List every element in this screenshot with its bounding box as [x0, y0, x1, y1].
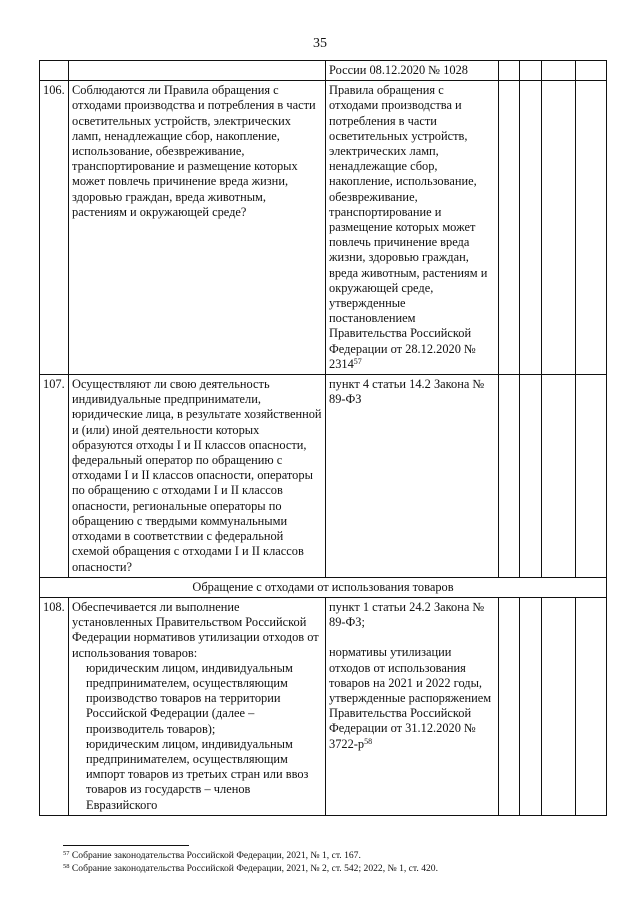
row-number-cell: 106.	[40, 81, 69, 375]
note-cell	[576, 61, 607, 81]
question-cell: Осуществляют ли свою деятельность индивидуальные предприниматели, юридические лица, в результате хозяйственной и (или) иной деятельности которых образуются отходы I и II классов опасности, федеральный оператор по обращению с отходами I и II классов опасности, операторы по обращению с отходами I и II классов опасности, региональные операторы по обращению с твердыми коммунальными отходами в соответствии с федеральной схемой обращения с отходами I и II классов опасности?	[69, 375, 326, 578]
answer-no-cell	[520, 597, 542, 815]
question-item: юридическим лицом, индивидуальным предпринимателем, осуществляющим производство товаров на территории Российской Федерации (далее – производитель товаров);	[86, 660, 293, 736]
footnote-separator	[63, 845, 189, 846]
footnote	[63, 862, 623, 875]
footnote	[63, 849, 623, 862]
checklist-table	[39, 60, 607, 816]
row-number-cell: 107.	[40, 375, 69, 578]
basis-cell: пункт 4 статьи 14.2 Закона № 89-ФЗ	[326, 375, 499, 578]
table-row-107	[40, 375, 607, 578]
footnote-text: Собрание законодательства Российской Федерации, 2021, № 1, ст. 167.	[71, 850, 361, 861]
note-cell	[576, 597, 607, 815]
section-header-row	[40, 577, 607, 597]
answer-na-cell	[542, 81, 576, 375]
footnote-ref: 57	[353, 356, 362, 366]
footnote-text: Собрание законодательства Российской Федерации, 2021, № 2, ст. 542; 2022, № 1, ст. 420.	[71, 863, 438, 874]
footnotes	[63, 849, 623, 875]
answer-yes-cell	[499, 61, 520, 81]
question-intro: Обеспечивается ли выполнение установленных Правительством Российской Федерации нормативов утилизации отходов от использования товаров:	[72, 599, 319, 660]
section-title: Обращение с отходами от использования товаров	[40, 577, 607, 597]
question-cell: Соблюдаются ли Правила обращения с отходами производства и потребления в части осветительных устройств, электрических ламп, ненадлежащие сбор, накопление, использование, обезвреживание, транспортирование и размещение которых может повлечь причинение вреда жизни, здоровью граждан, вреда животным, растениям и окружающей среде?	[69, 81, 326, 375]
question-item: юридическим лицом, индивидуальным предпринимателем, осуществляющим импорт товаров из третьих стран или ввоз товаров из государств – членов Евразийского	[86, 736, 309, 812]
note-cell	[576, 81, 607, 375]
table-row-continuation	[40, 61, 607, 81]
answer-yes-cell	[499, 81, 520, 375]
answer-no-cell	[520, 375, 542, 578]
basis-text: нормативы утилизации отходов от использования товаров на 2021 и 2022 годы, утвержденные распоряжением Правительства Российской Федерации от 31.12.2020 № 3722-р	[329, 645, 492, 751]
row-number-cell: 108.	[40, 597, 69, 815]
basis-cell: России 08.12.2020 № 1028	[326, 61, 499, 81]
footnote-mark: 58	[63, 863, 70, 870]
answer-na-cell	[542, 61, 576, 81]
note-cell	[576, 375, 607, 578]
basis-cell	[326, 597, 499, 815]
page-number: 35	[313, 36, 327, 51]
basis-cell	[326, 81, 499, 375]
table-row-108	[40, 597, 607, 815]
answer-no-cell	[520, 61, 542, 81]
row-number-cell	[40, 61, 69, 81]
answer-yes-cell	[499, 375, 520, 578]
footnote-mark: 57	[63, 850, 70, 857]
basis-text: Правила обращения с отходами производства и потребления в части осветительных устройств, электрических ламп, ненадлежащие сбор, накопление, использование, обезвреживание, транспортирование и размещение которых может повлечь причинение вреда жизни, здоровью граждан, вреда животным, растениям и окружающей среде, утвержденные постановлением Правительства Российской Федерации от 28.12.2020 № 2314	[329, 83, 488, 371]
footnote-ref: 58	[364, 736, 373, 746]
answer-no-cell	[520, 81, 542, 375]
question-cell	[69, 597, 326, 815]
table-row-106	[40, 81, 607, 375]
basis-text: пункт 1 статьи 24.2 Закона № 89-ФЗ;	[329, 599, 485, 630]
answer-na-cell	[542, 597, 576, 815]
question-cell	[69, 61, 326, 81]
answer-na-cell	[542, 375, 576, 578]
answer-yes-cell	[499, 597, 520, 815]
